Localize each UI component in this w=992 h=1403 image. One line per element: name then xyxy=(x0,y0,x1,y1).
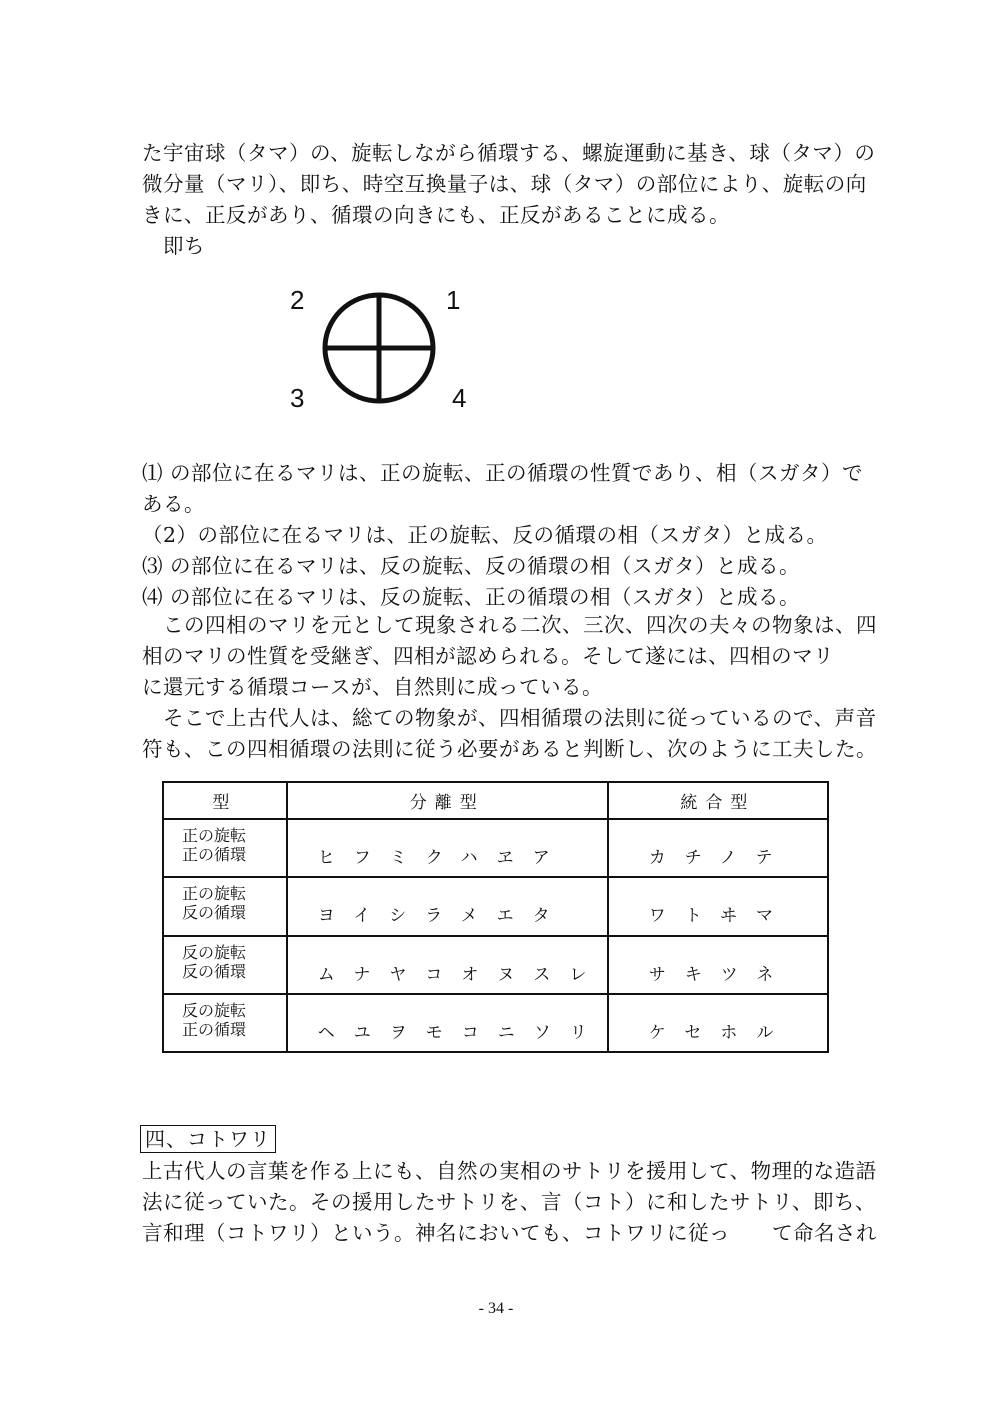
text-line: に還元する循環コースが、自然則に成っている。 xyxy=(142,675,603,699)
text-line: 言和理（コトワリ）という。神名においても、コトワリに従っ て命名され xyxy=(142,1221,877,1245)
quadrant-label-3: 3 xyxy=(290,383,305,413)
header-separate: 分離型 xyxy=(287,782,608,819)
rotation-label: 反の旋転 xyxy=(182,1000,247,1020)
text-line: 相のマリの性質を受継ぎ、四相が認められる。そして遂には、四相のマリ xyxy=(142,644,835,668)
text-line: 即ち xyxy=(163,234,205,258)
text-line: ⑶ の部位に在るマリは、反の旋転、反の循環の相（スガタ）と成る。 xyxy=(142,554,801,578)
circle-cross-icon xyxy=(320,290,440,410)
paragraph-quadrants xyxy=(142,458,864,613)
four-quadrant-circle-diagram xyxy=(280,280,480,420)
text-line: この四相のマリを元として現象される二次、三次、四次の夫々の物象は、四 xyxy=(163,613,877,637)
paragraph-four-phase xyxy=(142,610,877,765)
page-number: - 34 - xyxy=(478,1300,514,1317)
section-heading: 四、コトワリ xyxy=(140,1125,276,1153)
text-line: きに、正反があり、循環の向きにも、正反があることに成る。 xyxy=(142,203,730,227)
combined-kana-cell: ケセホル xyxy=(608,994,828,1052)
separate-kana-cell: ムナヤコオヌスレ xyxy=(287,936,608,994)
table-row xyxy=(163,819,828,877)
text-line: ⑷ の部位に在るマリは、反の旋転、正の循環の相（スガタ）と成る。 xyxy=(142,585,801,609)
row-type-cell xyxy=(163,877,287,935)
circulation-label: 正の循環 xyxy=(182,1019,247,1039)
quadrant-label-1: 1 xyxy=(446,285,461,315)
text-line: ある。 xyxy=(142,492,205,516)
combined-kana-cell: カチノテ xyxy=(608,819,828,877)
text-line: 上古代人の言葉を作る上にも、自然の実相のサトリを援用して、物理的な造語 xyxy=(142,1159,877,1183)
text-line: ⑴ の部位に在るマリは、正の旋転、正の循環の性質であり、相（スガタ）で xyxy=(142,461,864,485)
text-line: 微分量（マリ）、即ち、時空互換量子は、球（タマ）の部位により、旋転の向 xyxy=(142,172,867,196)
table-row xyxy=(163,936,828,994)
combined-kana-cell: ワトヰマ xyxy=(608,877,828,935)
header-type: 型 xyxy=(163,782,287,819)
row-type-cell xyxy=(163,936,287,994)
kana-classification-table xyxy=(162,781,829,1053)
combined-kana-cell: サキツネ xyxy=(608,936,828,994)
row-type-cell xyxy=(163,819,287,877)
rotation-label: 反の旋転 xyxy=(182,942,247,962)
quadrant-label-4: 4 xyxy=(452,383,467,413)
paragraph-kotowari xyxy=(142,1156,877,1249)
text-line: 符も、この四相循環の法則に従う必要があると判断し、次のように工夫した。 xyxy=(142,737,877,761)
table-header-row xyxy=(163,782,828,819)
separate-kana-cell: ヨイシラメエタ xyxy=(287,877,608,935)
quadrant-label-2: 2 xyxy=(290,285,305,315)
table-row xyxy=(163,994,828,1052)
text-line: （2）の部位に在るマリは、正の旋転、反の循環の相（スガタ）と成る。 xyxy=(142,523,828,547)
row-type-cell xyxy=(163,994,287,1052)
table-row xyxy=(163,877,828,935)
header-combined: 統合型 xyxy=(608,782,828,819)
text-line: た宇宙球（タマ）の、旋転しながら循環する、螺旋運動に基き、球（タマ）の xyxy=(142,141,876,165)
rotation-label: 正の旋転 xyxy=(182,826,247,845)
text-line: そこで上古代人は、総ての物象が、四相循環の法則に従っているので、声音 xyxy=(163,706,877,730)
separate-kana-cell: ヘユヲモコニソリ xyxy=(287,994,608,1052)
paragraph-intro xyxy=(142,138,876,262)
circulation-label: 正の循環 xyxy=(182,845,247,864)
separate-kana-cell: ヒフミクハヱア xyxy=(287,819,608,877)
circulation-label: 反の循環 xyxy=(182,903,247,923)
text-line: 法に従っていた。その援用したサトリを、言（コト）に和したサトリ、即ち、 xyxy=(142,1190,876,1214)
circulation-label: 反の循環 xyxy=(182,961,247,981)
rotation-label: 正の旋転 xyxy=(182,884,247,904)
